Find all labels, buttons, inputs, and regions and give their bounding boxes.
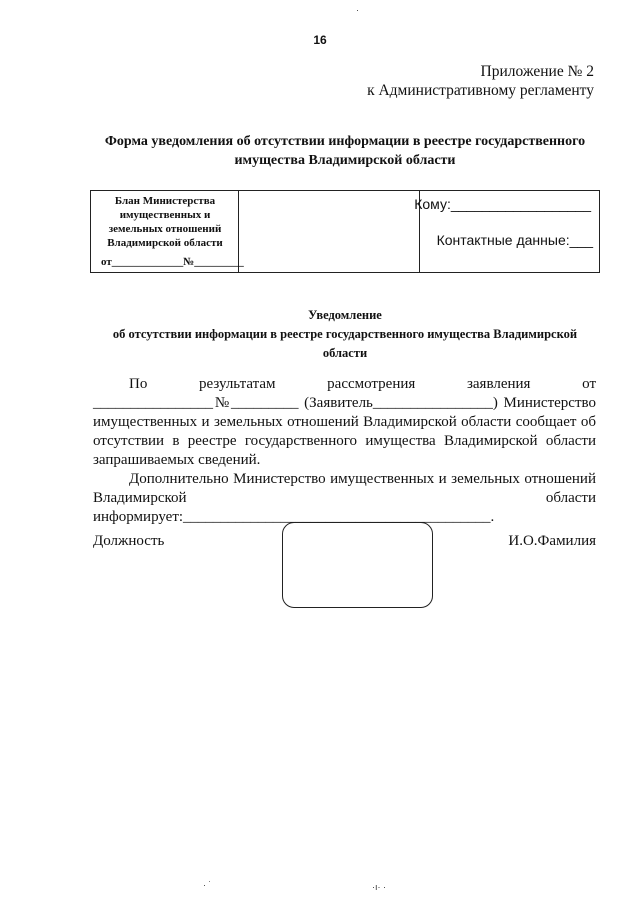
ministry-blank-text: [91, 194, 239, 250]
form-title-line-2: имущества Владимирской области: [234, 153, 456, 168]
notice-title: [60, 306, 630, 363]
scan-speck: ·: [356, 5, 359, 15]
blank-date-number-line: от_____________№_________: [101, 256, 244, 268]
ministry-blank-line: земельных отношений: [108, 223, 222, 235]
header-table: [90, 190, 600, 273]
annex-reference: [367, 62, 594, 100]
recipient-field: Кому:__________________: [414, 196, 591, 212]
scan-speck: ·ı· ·: [372, 882, 386, 892]
notice-title-line-2: об отсутствии информации в реестре государственного имущества Владимирской: [112, 327, 578, 341]
page-number: 16: [313, 33, 327, 47]
ministry-blank-line: Владимирской области: [107, 237, 223, 249]
form-title-line-1: Форма уведомления об отсутствии информации в реестре государственного: [104, 134, 586, 149]
signature-stamp-box: [282, 522, 433, 608]
contact-details-field: Контактные данные:___: [436, 232, 593, 248]
notice-title-line-3: области: [322, 346, 368, 360]
signer-position: Должность: [93, 533, 165, 549]
form-title: [60, 132, 630, 170]
ministry-blank-line: Блан Министерства: [114, 195, 216, 207]
body-paragraph-2: Дополнительно Министерство имущественных и земельных отношений Владимирской области информирует:_________________________________________.: [93, 471, 596, 525]
annex-number: Приложение № 2: [480, 63, 594, 80]
empty-middle-cell: [239, 191, 420, 272]
notice-body: [93, 375, 596, 527]
signer-name: И.О.Фамилия: [508, 533, 596, 549]
notice-title-line-1: Уведомление: [308, 308, 382, 322]
annex-regulation: к Административному регламенту: [367, 82, 594, 99]
ministry-blank-line: имущественных и: [119, 209, 211, 221]
recipient-cell: [414, 191, 599, 272]
body-paragraph-1: По результатам рассмотрения заявления от ________________№_________ (Заявитель________________) Министерство имущественных и земельных отношений Владимирской области сообщает об отсутствии в реестре государственного имущества Владимирской области запрашиваемых сведений.: [93, 376, 596, 468]
ministry-blank-cell: [91, 191, 244, 272]
scan-speck: · ˙: [203, 880, 212, 890]
